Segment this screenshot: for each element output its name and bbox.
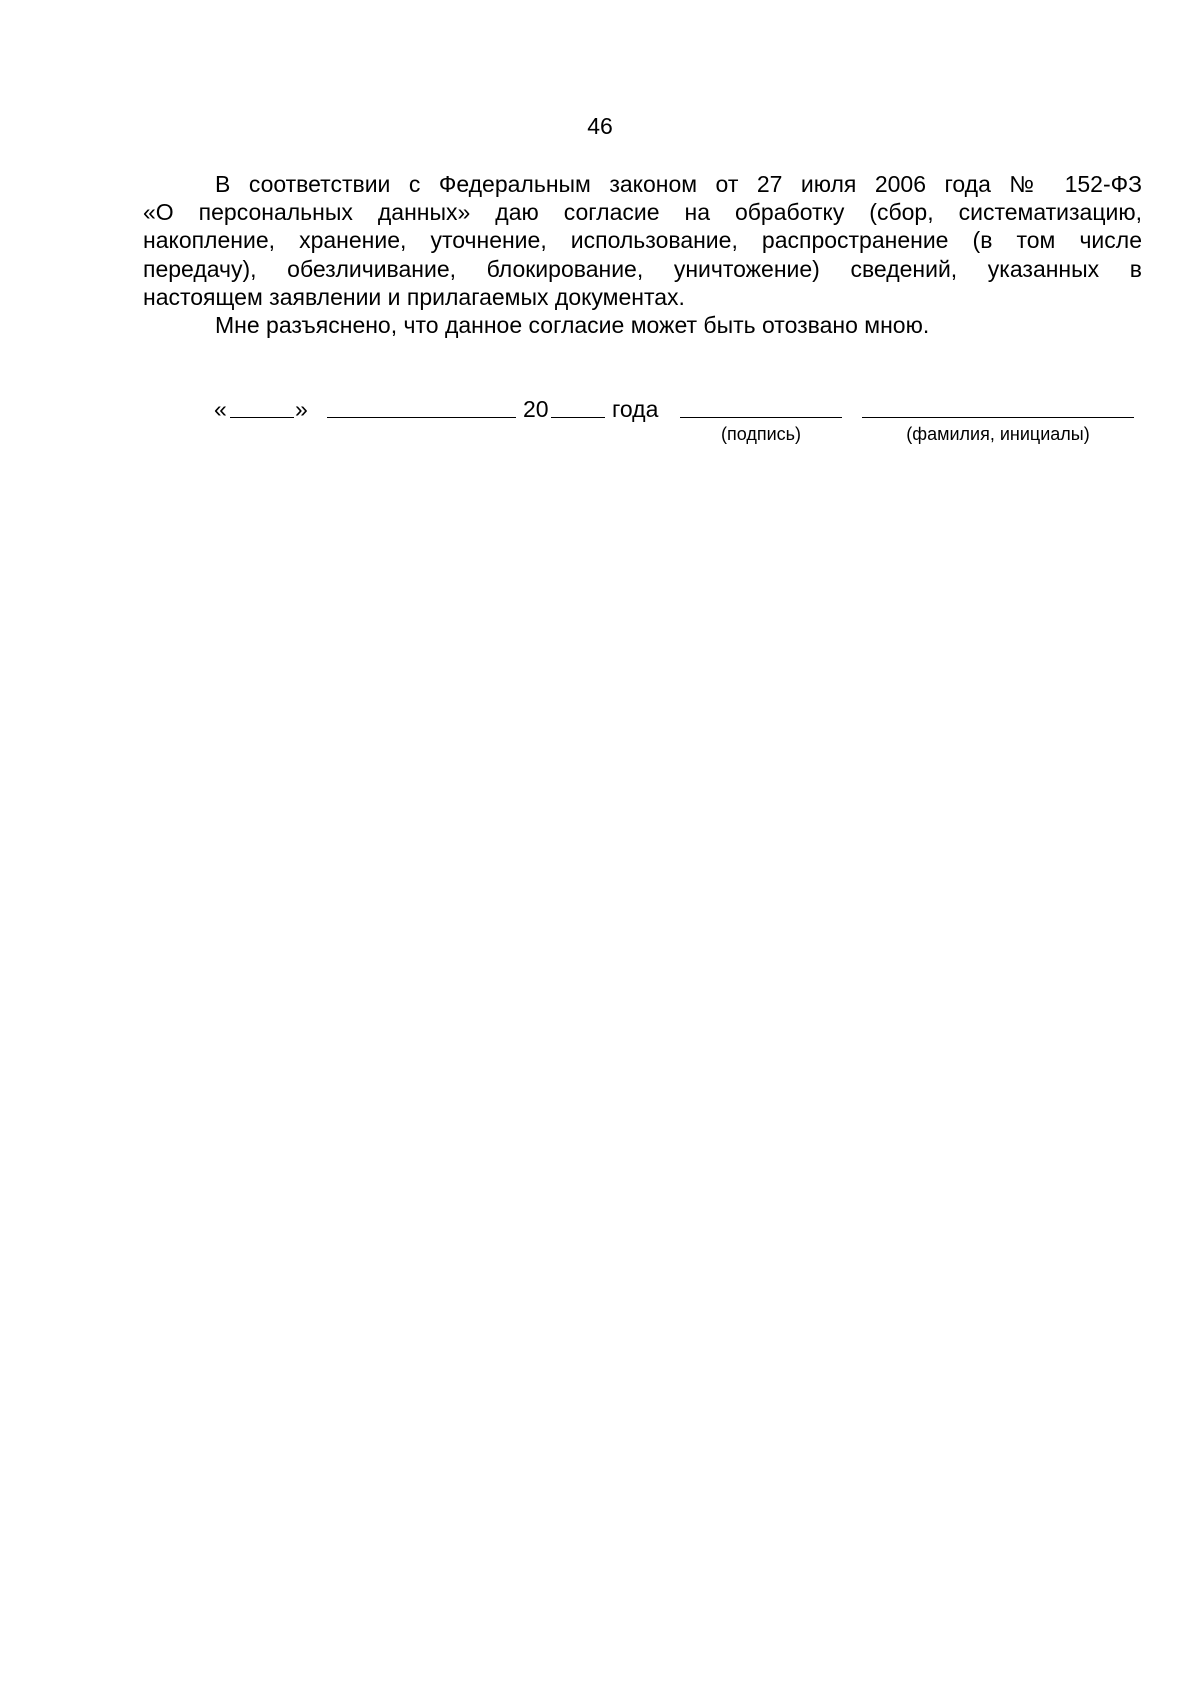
signature-field[interactable] xyxy=(680,396,842,418)
revocation-paragraph xyxy=(143,311,1142,339)
year-field[interactable] xyxy=(551,396,605,418)
consent-line-2: «О персональных данных» даю согласие на обработку (сбор, систематизацию, xyxy=(143,199,1142,226)
year-suffix: года xyxy=(612,396,659,422)
consent-paragraph xyxy=(143,170,1142,311)
year-prefix: 20 xyxy=(523,396,549,422)
consent-line-4: передачу), обезличивание, блокирование, уничтожение) сведений, указанных в xyxy=(143,255,1142,282)
month-field[interactable] xyxy=(327,396,516,418)
page-number: 46 xyxy=(587,113,613,139)
consent-line-5: настоящем заявлении и прилагаемых документах. xyxy=(143,283,685,310)
day-field[interactable] xyxy=(230,396,294,418)
day-close-quote: » xyxy=(295,396,308,422)
name-initials-field[interactable] xyxy=(862,396,1134,418)
signature-row xyxy=(0,396,1200,456)
consent-line-3: накопление, хранение, уточнение, использование, распространение (в том числе xyxy=(143,227,1142,254)
revocation-line: Мне разъяснено, что данное согласие может быть отозвано мною. xyxy=(215,312,930,339)
consent-text xyxy=(143,170,1142,339)
signature-caption: (подпись) xyxy=(720,424,802,444)
day-open-quote: « xyxy=(214,396,227,422)
consent-line-1: В соответствии с Федеральным законом от 27 июля 2006 года № 152-ФЗ xyxy=(215,171,1142,197)
name-initials-caption: (фамилия, инициалы) xyxy=(906,424,1090,444)
